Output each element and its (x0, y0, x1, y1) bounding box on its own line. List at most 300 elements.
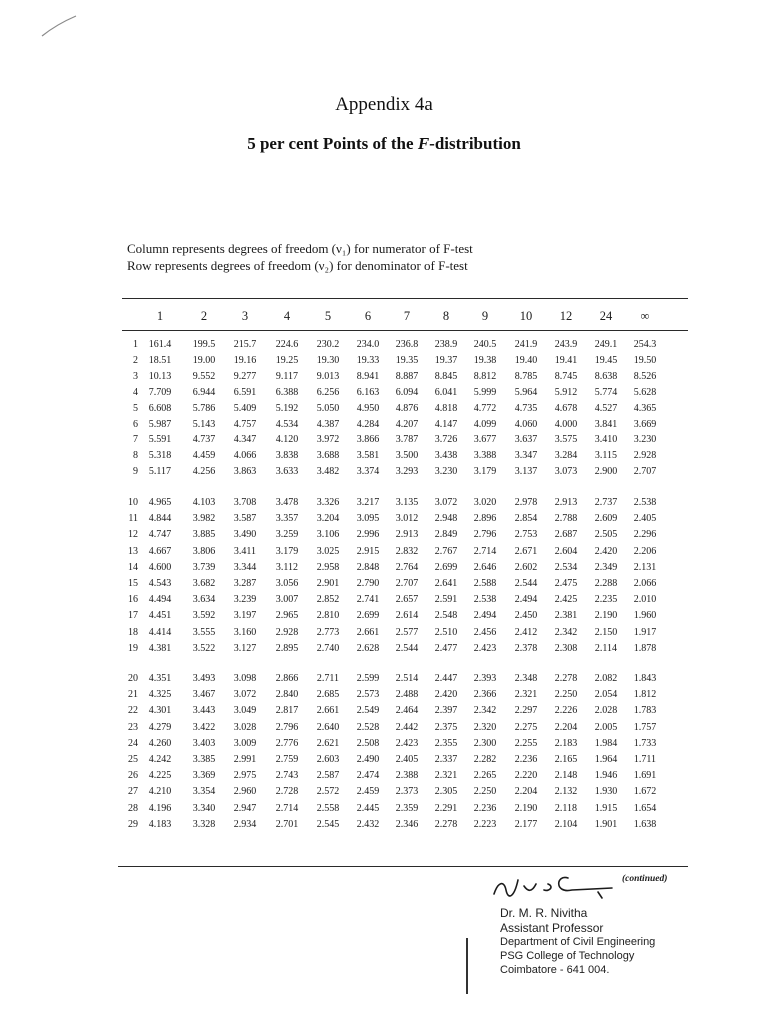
table-cell: 2.275 (514, 721, 538, 733)
table-cell: 2.005 (594, 721, 618, 733)
table-cell: 4.451 (148, 610, 172, 622)
table-cell: 3.217 (356, 497, 380, 508)
column-header: 24 (599, 309, 613, 323)
table-cell: 19.00 (192, 354, 216, 366)
table-cell: 19.40 (514, 354, 538, 366)
table-cell: 3.056 (275, 578, 299, 589)
table-cell: 3.020 (473, 497, 497, 508)
table-cell: 5.143 (192, 418, 216, 430)
table-cell: 240.5 (473, 339, 497, 350)
table-cell: 8.638 (594, 370, 618, 382)
table-cell: 19.25 (275, 354, 299, 366)
table-cell: 6.608 (148, 402, 172, 414)
table-cell: 2.412 (514, 626, 538, 638)
table-cell: 5.786 (192, 402, 216, 414)
table-cell: 4.347 (233, 434, 257, 446)
table-cell: 3.522 (192, 642, 216, 654)
table-cell: 2.190 (594, 610, 618, 622)
table-cell: 2.366 (473, 689, 497, 701)
table-cell: 2.420 (594, 545, 618, 557)
table-cell: 2.609 (594, 513, 618, 525)
table-cell: 3.072 (233, 689, 257, 701)
table-cell: 2.928 (275, 626, 299, 638)
row-label: 21 (128, 689, 138, 701)
table-cell: 2.349 (594, 561, 618, 573)
table-cell: 2.028 (594, 705, 618, 717)
table-cell: 4.527 (594, 402, 618, 414)
table-cell: 3.009 (233, 737, 257, 749)
table-cell: 2.901 (316, 578, 340, 589)
table-cell: 3.098 (233, 673, 257, 684)
table-cell: 3.555 (192, 626, 216, 638)
signature-department: Department of Civil Engineering (500, 936, 656, 948)
table-cell: 4.210 (148, 786, 172, 798)
row-label: 14 (128, 561, 138, 573)
table-cell: 234.0 (356, 339, 380, 350)
row-label: 15 (128, 578, 138, 589)
table-cell: 4.225 (148, 770, 172, 782)
table-cell: 243.9 (554, 339, 578, 350)
table-cell: 2.714 (275, 802, 299, 814)
table-cell: 254.3 (633, 339, 657, 350)
table-cell: 4.242 (148, 754, 172, 765)
table-cell: 2.206 (633, 545, 657, 557)
table-cell: 2.913 (554, 497, 578, 508)
table-cell: 5.192 (275, 402, 299, 414)
table-cell: 3.293 (395, 466, 419, 478)
table-cell: 3.841 (594, 418, 618, 430)
table-cell: 1.672 (633, 786, 657, 798)
table-cell: 9.117 (275, 370, 299, 382)
table-cell: 2.534 (554, 561, 578, 573)
table-cell: 2.278 (434, 818, 458, 830)
table-cell: 4.735 (514, 402, 538, 414)
table-cell: 3.410 (594, 434, 618, 446)
row-label: 3 (133, 370, 138, 382)
table-cell: 2.817 (275, 705, 299, 717)
row-label: 17 (128, 610, 138, 622)
table-cell: 3.025 (316, 545, 340, 557)
table-cell: 7.709 (148, 386, 172, 398)
table-cell: 2.528 (356, 721, 380, 733)
table-cell: 10.13 (148, 370, 172, 382)
table-cell: 2.464 (395, 705, 419, 717)
table-cell: 2.621 (316, 737, 340, 749)
table-cell: 2.711 (316, 673, 340, 684)
table-cell: 3.012 (395, 513, 419, 525)
table-cell: 2.614 (395, 610, 419, 622)
table-cell: 3.634 (192, 594, 216, 606)
table-cell: 4.950 (356, 402, 380, 414)
signature-name: Dr. M. R. Nivitha (500, 906, 588, 920)
table-cell: 1.964 (594, 754, 618, 765)
table-cell: 5.628 (633, 386, 657, 398)
row-label: 6 (133, 418, 138, 430)
continued-note: (continued) (622, 874, 668, 884)
table-cell: 3.739 (192, 561, 216, 573)
table-cell: 2.978 (514, 497, 538, 508)
table-cell: 2.183 (554, 737, 578, 749)
table-cell: 19.30 (316, 354, 340, 366)
table-cell: 3.049 (233, 705, 257, 717)
table-cell: 19.41 (554, 354, 578, 366)
table-cell: 4.103 (192, 497, 216, 508)
table-cell: 3.385 (192, 754, 216, 765)
table-cell: 8.941 (356, 370, 380, 382)
table-cell: 2.646 (473, 561, 497, 573)
table-cell: 2.640 (316, 721, 340, 733)
table-cell: 1.901 (594, 818, 618, 830)
table-cell: 2.699 (356, 610, 380, 622)
table-cell: 2.544 (395, 642, 419, 654)
signature-position: Assistant Professor (500, 921, 604, 935)
table-cell: 1.878 (633, 642, 657, 654)
table-cell: 19.37 (434, 354, 458, 366)
table-cell: 1.946 (594, 770, 618, 782)
table-cell: 3.592 (192, 610, 216, 622)
table-cell: 2.442 (395, 721, 419, 733)
table-cell: 2.545 (316, 818, 340, 830)
table-cell: 2.773 (316, 626, 340, 638)
table-cell: 2.848 (356, 561, 380, 573)
table-cell: 2.010 (633, 594, 657, 606)
table-cell: 2.494 (473, 610, 497, 622)
table-cell: 2.796 (275, 721, 299, 733)
table-cell: 241.9 (514, 339, 538, 350)
row-label: 28 (128, 802, 138, 814)
table-cell: 2.514 (395, 673, 419, 684)
table-cell: 2.671 (514, 545, 538, 557)
table-cell: 2.505 (594, 529, 618, 541)
table-cell: 2.456 (473, 626, 497, 638)
table-cell: 4.844 (148, 513, 172, 525)
table-header-rule (122, 330, 688, 331)
table-cell: 2.282 (473, 754, 497, 765)
table-cell: 2.740 (316, 642, 340, 654)
table-cell: 4.183 (148, 818, 172, 830)
table-cell: 2.508 (356, 737, 380, 749)
table-cell: 2.255 (514, 737, 538, 749)
table-cell: 5.318 (148, 450, 172, 462)
table-cell: 2.104 (554, 818, 578, 830)
row-label: 8 (133, 450, 138, 462)
table-cell: 6.256 (316, 386, 340, 398)
table-cell: 2.796 (473, 529, 497, 541)
table-cell: 4.772 (473, 402, 497, 414)
table-cell: 2.832 (395, 545, 419, 557)
table-cell: 3.478 (275, 497, 299, 508)
table-cell: 4.600 (148, 561, 172, 573)
table-cell: 4.414 (148, 626, 172, 638)
table-cell: 161.4 (148, 339, 172, 350)
table-cell: 3.179 (275, 545, 299, 557)
table-cell: 4.459 (192, 450, 216, 462)
column-header: 9 (481, 309, 489, 323)
table-cell: 2.190 (514, 802, 538, 814)
table-cell: 4.260 (148, 737, 172, 749)
row-label: 13 (128, 545, 138, 557)
table-cell: 249.1 (594, 339, 618, 350)
row-label: 16 (128, 594, 138, 606)
table-cell: 2.661 (316, 705, 340, 717)
row-label: 23 (128, 721, 138, 733)
table-cell: 3.637 (514, 434, 538, 446)
table-cell: 2.373 (395, 786, 419, 798)
column-header: 5 (324, 309, 332, 323)
row-label: 2 (133, 354, 138, 366)
table-cell: 1.843 (633, 673, 657, 684)
table-cell: 1.711 (633, 754, 657, 765)
table-cell: 4.678 (554, 402, 578, 414)
table-cell: 3.500 (395, 450, 419, 462)
table-cell: 2.599 (356, 673, 380, 684)
pen-mark (40, 12, 80, 40)
table-cell: 4.965 (148, 497, 172, 508)
table-cell: 2.381 (554, 610, 578, 622)
table-cell: 3.259 (275, 529, 299, 541)
table-cell: 8.812 (473, 370, 497, 382)
column-header: 4 (283, 309, 291, 323)
column-header: 2 (200, 309, 208, 323)
table-cell: 3.072 (434, 497, 458, 508)
row-label: 29 (128, 818, 138, 830)
table-cell: 2.604 (554, 545, 578, 557)
table-cell: 2.321 (434, 770, 458, 782)
table-cell: 2.432 (356, 818, 380, 830)
table-cell: 1.654 (633, 802, 657, 814)
table-cell: 2.996 (356, 529, 380, 541)
table-cell: 2.776 (275, 737, 299, 749)
table-cell: 2.896 (473, 513, 497, 525)
appendix-heading: Appendix 4a (335, 94, 433, 115)
table-cell: 2.915 (356, 545, 380, 557)
table-cell: 2.975 (233, 770, 257, 782)
table-cell: 1.757 (633, 721, 657, 733)
table-cell: 3.197 (233, 610, 257, 622)
table-cell: 3.787 (395, 434, 419, 446)
table-cell: 3.972 (316, 434, 340, 446)
table-cell: 2.132 (554, 786, 578, 798)
table-cell: 2.308 (554, 642, 578, 654)
column-header: 6 (364, 309, 372, 323)
row-label: 19 (128, 642, 138, 654)
table-cell: 2.475 (554, 578, 578, 589)
table-cell: 2.788 (554, 513, 578, 525)
table-cell: 2.204 (514, 786, 538, 798)
table-cell: 2.701 (275, 818, 299, 830)
row-label: 20 (128, 673, 138, 684)
table-cell: 2.759 (275, 754, 299, 765)
table-cell: 3.137 (514, 466, 538, 478)
table-cell: 2.934 (233, 818, 257, 830)
table-cell: 2.741 (356, 594, 380, 606)
table-cell: 1.917 (633, 626, 657, 638)
table-cell: 3.127 (233, 642, 257, 654)
table-cell: 2.250 (473, 786, 497, 798)
table-cell: 2.960 (233, 786, 257, 798)
table-cell: 2.450 (514, 610, 538, 622)
table-cell: 2.661 (356, 626, 380, 638)
table-cell: 4.000 (554, 418, 578, 430)
table-cell: 3.284 (554, 450, 578, 462)
table-cell: 2.054 (594, 689, 618, 701)
table-cell: 5.912 (554, 386, 578, 398)
table-cell: 19.50 (633, 354, 657, 366)
table-cell: 4.325 (148, 689, 172, 701)
table-cell: 2.082 (594, 673, 618, 684)
table-cell: 3.581 (356, 450, 380, 462)
row-label: 11 (128, 513, 138, 525)
table-cell: 2.573 (356, 689, 380, 701)
table-cell: 238.9 (434, 339, 458, 350)
table-cell: 18.51 (148, 354, 172, 366)
table-cell: 3.587 (233, 513, 257, 525)
signature-city: Coimbatore - 641 004. (500, 964, 610, 976)
table-cell: 2.420 (434, 689, 458, 701)
column-description: Column represents degrees of freedom (ν₁) for numerator of F-test (127, 241, 473, 256)
table-cell: 2.337 (434, 754, 458, 765)
table-cell: 2.538 (473, 594, 497, 606)
table-cell: 3.838 (275, 450, 299, 462)
table-cell: 2.494 (514, 594, 538, 606)
table-cell: 3.135 (395, 497, 419, 508)
table-cell: 4.279 (148, 721, 172, 733)
table-cell: 8.526 (633, 370, 657, 382)
table-cell: 3.490 (233, 529, 257, 541)
table-cell: 2.118 (554, 802, 578, 814)
row-label: 27 (128, 786, 138, 798)
column-header: 10 (519, 309, 533, 323)
table-cell: 2.150 (594, 626, 618, 638)
table-cell: 2.854 (514, 513, 538, 525)
table-cell: 3.411 (233, 545, 257, 557)
table-cell: 3.095 (356, 513, 380, 525)
row-label: 25 (128, 754, 138, 765)
table-cell: 5.999 (473, 386, 497, 398)
table-cell: 9.552 (192, 370, 216, 382)
table-cell: 2.657 (395, 594, 419, 606)
table-cell: 199.5 (192, 339, 216, 350)
column-header: 12 (559, 309, 573, 323)
table-cell: 3.688 (316, 450, 340, 462)
row-label: 5 (133, 402, 138, 414)
table-cell: 2.291 (434, 802, 458, 814)
table-cell: 4.667 (148, 545, 172, 557)
table-cell: 9.013 (316, 370, 340, 382)
table-cell: 3.179 (473, 466, 497, 478)
table-cell: 2.591 (434, 594, 458, 606)
table-cell: 2.587 (316, 770, 340, 782)
table-cell: 2.548 (434, 610, 458, 622)
table-cell: 19.16 (233, 354, 257, 366)
table-cell: 5.964 (514, 386, 538, 398)
table-bottom-rule (118, 866, 688, 867)
table-cell: 3.369 (192, 770, 216, 782)
table-cell: 3.682 (192, 578, 216, 589)
table-cell: 2.236 (473, 802, 497, 814)
table-cell: 6.041 (434, 386, 458, 398)
table-cell: 2.405 (395, 754, 419, 765)
table-cell: 3.863 (233, 466, 257, 478)
table-cell: 2.991 (233, 754, 257, 765)
row-description: Row represents degrees of freedom (ν₂) for denominator of F-test (127, 258, 468, 273)
table-cell: 2.866 (275, 673, 299, 684)
table-cell: 2.393 (473, 673, 497, 684)
table-cell: 4.207 (395, 418, 419, 430)
table-cell: 2.425 (554, 594, 578, 606)
table-cell: 2.355 (434, 737, 458, 749)
table-cell: 2.459 (356, 786, 380, 798)
table-cell: 2.767 (434, 545, 458, 557)
table-cell: 19.45 (594, 354, 618, 366)
table-cell: 3.866 (356, 434, 380, 446)
row-label: 24 (128, 737, 138, 749)
table-cell: 2.602 (514, 561, 538, 573)
table-cell: 2.753 (514, 529, 538, 541)
table-cell: 5.987 (148, 418, 172, 430)
table-cell: 2.397 (434, 705, 458, 717)
table-cell: 2.165 (554, 754, 578, 765)
table-cell: 2.895 (275, 642, 299, 654)
table-top-rule (122, 298, 688, 299)
table-cell: 4.060 (514, 418, 538, 430)
row-label: 26 (128, 770, 138, 782)
table-cell: 1.915 (594, 802, 618, 814)
table-cell: 2.236 (514, 754, 538, 765)
table-cell: 224.6 (275, 339, 299, 350)
table-cell: 5.591 (148, 434, 172, 446)
table-cell: 2.558 (316, 802, 340, 814)
table-cell: 3.388 (473, 450, 497, 462)
table-cell: 2.737 (594, 497, 618, 508)
signature-college: PSG College of Technology (500, 950, 635, 962)
table-cell: 8.887 (395, 370, 419, 382)
table-title: 5 per cent Points of the F-distribution (247, 134, 521, 153)
table-cell: 2.728 (275, 786, 299, 798)
table-cell: 6.163 (356, 386, 380, 398)
table-cell: 2.204 (554, 721, 578, 733)
table-cell: 2.320 (473, 721, 497, 733)
table-cell: 2.321 (514, 689, 538, 701)
table-cell: 215.7 (233, 339, 257, 350)
table-cell: 3.982 (192, 513, 216, 525)
table-cell: 2.445 (356, 802, 380, 814)
table-cell: 2.488 (395, 689, 419, 701)
table-cell: 2.687 (554, 529, 578, 541)
row-label: 18 (128, 626, 138, 638)
table-cell: 5.050 (316, 402, 340, 414)
table-cell: 3.340 (192, 802, 216, 814)
table-cell: 3.726 (434, 434, 458, 446)
table-cell: 2.958 (316, 561, 340, 573)
table-cell: 4.534 (275, 418, 299, 430)
table-cell: 4.543 (148, 578, 172, 589)
table-cell: 2.477 (434, 642, 458, 654)
table-cell: 4.387 (316, 418, 340, 430)
table-cell: 4.737 (192, 434, 216, 446)
table-cell: 2.388 (395, 770, 419, 782)
table-cell: 6.944 (192, 386, 216, 398)
table-cell: 3.287 (233, 578, 257, 589)
table-cell: 3.230 (633, 434, 657, 446)
table-cell: 2.423 (395, 737, 419, 749)
table-cell: 2.405 (633, 513, 657, 525)
table-cell: 2.114 (594, 642, 618, 654)
column-header: 8 (442, 309, 450, 323)
table-cell: 2.544 (514, 578, 538, 589)
column-header: ∞ (640, 309, 650, 323)
table-cell: 3.354 (192, 786, 216, 798)
